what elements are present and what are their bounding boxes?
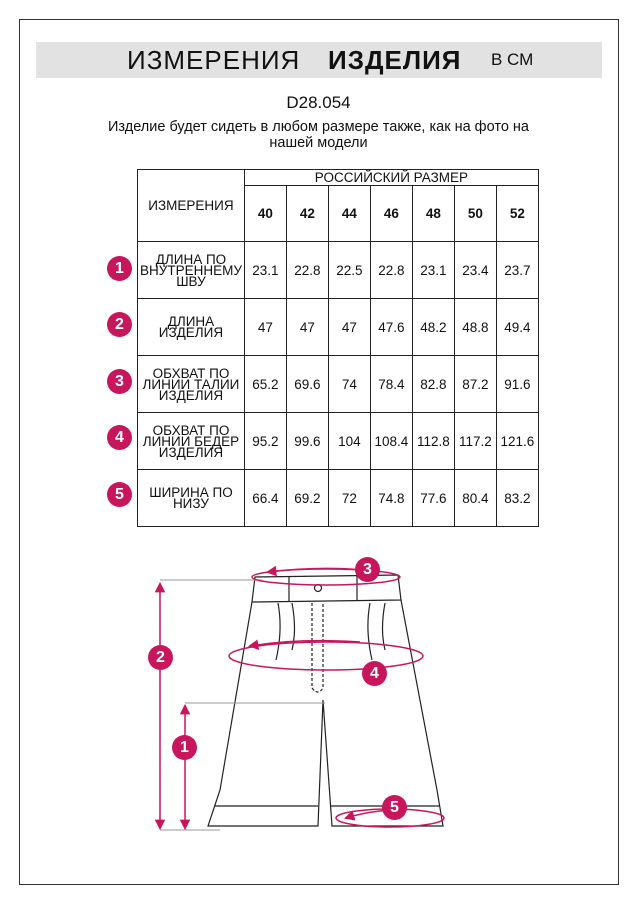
title-unit: В СМ — [491, 50, 534, 69]
table-cell: 23.4 — [454, 242, 496, 299]
table-cell: 87.2 — [454, 356, 496, 413]
table-cell: 95.2 — [244, 413, 286, 470]
title-garment: ИЗДЕЛИЯ — [328, 44, 462, 75]
table-cell: 47 — [328, 299, 370, 356]
row-label: ОБХВАТ ПО ЛИНИИ ТАЛИИ ИЗДЕЛИЯ — [138, 356, 245, 413]
table-cell: 22.8 — [286, 242, 328, 299]
table-cell: 49.4 — [496, 299, 538, 356]
size-header: 42 — [286, 186, 328, 242]
table-cell: 23.1 — [244, 242, 286, 299]
table-cell: 83.2 — [496, 470, 538, 527]
measure-header: ИЗМЕРЕНИЯ — [138, 170, 245, 242]
table-cell: 108.4 — [370, 413, 412, 470]
table-cell: 112.8 — [412, 413, 454, 470]
table-cell: 104 — [328, 413, 370, 470]
row-number-badge: 5 — [107, 482, 132, 507]
table-cell: 48.2 — [412, 299, 454, 356]
row-number-badge: 1 — [107, 256, 132, 281]
diagram-badge: 3 — [355, 557, 380, 582]
product-code: D28.054 — [286, 93, 351, 112]
size-header: 40 — [244, 186, 286, 242]
table-cell: 77.6 — [412, 470, 454, 527]
row-number-badge: 3 — [107, 369, 132, 394]
table-cell: 99.6 — [286, 413, 328, 470]
table-cell: 23.1 — [412, 242, 454, 299]
table-cell: 23.7 — [496, 242, 538, 299]
table-cell: 91.6 — [496, 356, 538, 413]
table-cell: 69.2 — [286, 470, 328, 527]
table-cell: 69.6 — [286, 356, 328, 413]
row-label: ДЛИНА ИЗДЕЛИЯ — [138, 299, 245, 356]
table-cell: 82.8 — [412, 356, 454, 413]
table-cell: 72 — [328, 470, 370, 527]
size-group-header: РОССИЙСКИЙ РАЗМЕР — [244, 170, 538, 186]
diagram-badge: 4 — [362, 661, 387, 686]
size-header: 44 — [328, 186, 370, 242]
table-cell: 65.2 — [244, 356, 286, 413]
table-cell: 47.6 — [370, 299, 412, 356]
size-header: 50 — [454, 186, 496, 242]
table-cell: 74 — [328, 356, 370, 413]
table-cell: 66.4 — [244, 470, 286, 527]
fit-note: Изделие будет сидеть в любом размере также, как на фото на нашей модели — [108, 119, 529, 151]
size-header: 48 — [412, 186, 454, 242]
table-cell: 22.5 — [328, 242, 370, 299]
size-header: 46 — [370, 186, 412, 242]
table-cell: 117.2 — [454, 413, 496, 470]
shorts-outline — [208, 575, 443, 826]
table-cell: 48.8 — [454, 299, 496, 356]
diagram-badge: 1 — [172, 735, 197, 760]
row-label: ОБХВАТ ПО ЛИНИИ БЕДЕР ИЗДЕЛИЯ — [138, 413, 245, 470]
table-cell: 80.4 — [454, 470, 496, 527]
title-measurements: ИЗМЕРЕНИЯ — [127, 44, 301, 75]
row-label: ШИРИНА ПО НИЗУ — [138, 470, 245, 527]
size-header: 52 — [496, 186, 538, 242]
row-number-badge: 4 — [107, 425, 132, 450]
table-cell: 74.8 — [370, 470, 412, 527]
table-cell: 47 — [244, 299, 286, 356]
table-cell: 22.8 — [370, 242, 412, 299]
measure-guides — [160, 568, 444, 830]
row-label: ДЛИНА ПО ВНУТРЕННЕМУ ШВУ — [138, 242, 245, 299]
diagram-badge: 5 — [382, 795, 407, 820]
table-cell: 47 — [286, 299, 328, 356]
table-cell: 78.4 — [370, 356, 412, 413]
row-number-badge: 2 — [107, 312, 132, 337]
diagram-badge: 2 — [148, 645, 173, 670]
table-cell: 121.6 — [496, 413, 538, 470]
